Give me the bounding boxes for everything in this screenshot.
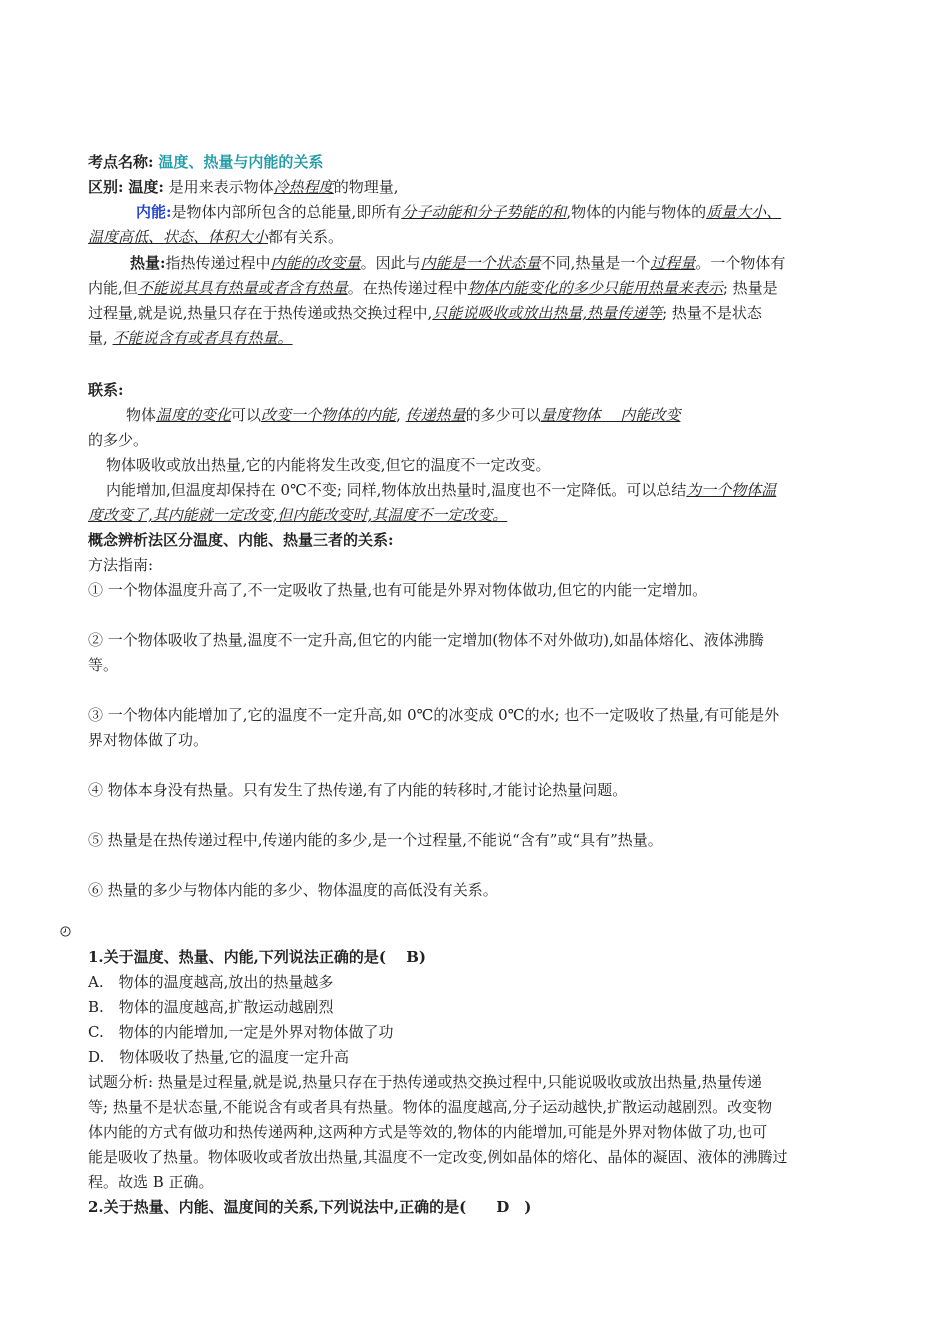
p1-underlined-4: 量度物体 内能改变	[540, 406, 681, 424]
p1-text-d: 的多少可以	[465, 406, 541, 424]
temp-underlined: 冷热程度	[273, 178, 334, 196]
ie-underlined-2: 质量大小、	[706, 203, 782, 221]
q1-analysis-1: 试题分析: 热量是过程量,就是说,热量只存在于热传递或热交换过程中,只能说吸收或放出热量,热量传递	[88, 1073, 762, 1091]
p1-underlined-2: 改变一个物体的内能	[261, 406, 397, 424]
diff-heat-line-3	[88, 301, 762, 326]
h3-text-b: ; 热量不是状态	[662, 304, 762, 322]
heat-text-a: 指热传递过程中	[165, 254, 271, 272]
concept-item-2-cont: 等。	[88, 656, 119, 674]
concept-item-2: ② 一个物体吸收了热量,温度不一定升高,但它的内能一定增加(物体不对外做功),如晶体熔化、液体沸腾	[88, 631, 764, 649]
concept-item-3-cont: 界对物体做了功。	[88, 731, 209, 749]
ie-underlined-1: 分子动能和分子势能的和	[401, 203, 567, 221]
p1-underlined-3: 传递热量	[405, 406, 466, 424]
h2-text-b: 。在热传递过程中	[347, 279, 468, 297]
heat-underlined-2: 内能是一个状态量	[420, 254, 541, 272]
heat-text-b: 。因此与	[360, 254, 421, 272]
q1-analysis-3: 体内能的方式有做功和热传递两种,这两种方式是等效的,物体的内能增加,可能是外界对物体做了功,也可	[88, 1123, 768, 1141]
heat-underlined-1: 内能的改变量	[270, 254, 361, 272]
q1-analysis-2: 等; 热量不是状态量,不能说含有或者具有热量。物体的温度越高,分子运动越快,扩散运动越剧烈。改变物	[88, 1098, 773, 1116]
temp-text-end: 的物理量,	[333, 178, 399, 196]
h2-text-a: 内能,但	[88, 279, 138, 297]
concept-item-1: ① 一个物体温度升高了,不一定吸收了热量,也有可能是外界对物体做功,但它的内能一定增加。	[88, 581, 708, 599]
q1-stem: 1.关于温度、热量、内能,下列说法正确的是( B)	[88, 948, 426, 966]
h2-text-c: ; 热量是	[722, 279, 778, 297]
h2-underlined-1: 不能说其具有热量或者含有热量	[137, 279, 348, 297]
diff-heat-line	[130, 251, 785, 276]
q1-option-d: D. 物体吸收了热量,它的温度一定升高	[88, 1048, 350, 1066]
link-paragraph-3-line-2	[88, 503, 507, 528]
concept-item-6: ⑥ 热量的多少与物体内能的多少、物体温度的高低没有关系。	[88, 881, 498, 899]
heat-text-c: 不同,热量是一个	[540, 254, 651, 272]
p3-text-a: 内能增加,但温度却保持在 0℃不变; 同样,物体放出热量时,温度也不一定降低。可以总结	[106, 481, 687, 499]
link-paragraph-3	[106, 478, 776, 503]
ie-label: 内能:	[136, 203, 172, 221]
concept-title: 概念辨析法区分温度、内能、热量三者的关系:	[88, 531, 394, 549]
concept-item-3: ③ 一个物体内能增加了,它的温度不一定升高,如 0℃的冰变成 0℃的水; 也不一定吸收了热量,有可能是外	[88, 706, 780, 724]
clock-icon	[60, 926, 71, 937]
concept-item-4: ④ 物体本身没有热量。只有发生了热传递,有了内能的转移时,才能讨论热量问题。	[88, 781, 628, 799]
temp-label: 温度:	[128, 178, 164, 196]
diff-internal-energy-line-2	[88, 225, 343, 250]
q1-option-a: A. 物体的温度越高,放出的热量越多	[88, 973, 334, 991]
ie-text: 是物体内部所包含的总能量,即所有	[171, 203, 402, 221]
h3-underlined: 只能说吸收或放出热量,热量传递等	[432, 304, 663, 322]
section-label: 考点名称:	[88, 153, 154, 171]
p3-underlined-1: 为一个物体温	[686, 481, 777, 499]
p1-underlined-1: 温度的变化	[156, 406, 232, 424]
link-label: 联系:	[88, 381, 124, 399]
p1-text-a: 物体	[126, 406, 157, 424]
diff-heat-line-2	[88, 276, 778, 301]
diff-heat-line-4	[88, 326, 293, 351]
diff-temperature-line	[88, 175, 398, 200]
q1-option-b: B. 物体的温度越高,扩散运动越剧烈	[88, 998, 334, 1016]
concept-item-5: ⑤ 热量是在热传递过程中,传递内能的多少,是一个过程量,不能说“含有”或“具有”热量。	[88, 831, 663, 849]
q2-stem: 2.关于热量、内能、温度间的关系,下列说法中,正确的是( D )	[88, 1198, 532, 1216]
diff-label: 区别:	[88, 178, 124, 196]
h4-underlined: 不能说含有或者具有热量。	[112, 329, 293, 347]
q1-option-c: C. 物体的内能增加,一定是外界对物体做了功	[88, 1023, 394, 1041]
heat-label: 热量:	[130, 254, 166, 272]
h3-text-a: 过程量,就是说,热量只存在于热传递或热交换过程中,	[88, 304, 433, 322]
link-paragraph-1	[126, 403, 680, 428]
concept-guide: 方法指南:	[88, 556, 154, 574]
link-paragraph-1-end: 的多少。	[88, 431, 149, 449]
ie2-text: 都有关系。	[268, 228, 344, 246]
p1-text-b: 可以	[231, 406, 262, 424]
section-title: 温度、热量与内能的关系	[158, 153, 324, 171]
ie-text-2: ,物体的内能与物体的	[566, 203, 707, 221]
ie2-underlined: 温度高低、状态、体积大小	[88, 228, 269, 246]
p3-underlined-2: 度改变了,其内能就一定改变,但内能改变时,其温度不一定改变。	[88, 506, 508, 524]
temp-text: 是用来表示物体	[168, 178, 274, 196]
diff-internal-energy-line	[136, 200, 781, 225]
q1-analysis-4: 能是吸收了热量。物体吸收或者放出热量,其温度不一定改变,例如晶体的熔化、晶体的凝固、液体的沸腾过	[88, 1148, 788, 1166]
p1-text-c: ,	[396, 406, 406, 424]
section-heading	[88, 150, 323, 175]
heat-underlined-3: 过程量	[650, 254, 696, 272]
link-paragraph-2: 物体吸收或放出热量,它的内能将发生改变,但它的温度不一定改变。	[106, 456, 551, 474]
q1-analysis-5: 程。故选 B 正确。	[88, 1173, 214, 1191]
heat-text-d: 。一个物体有	[695, 254, 786, 272]
h2-underlined-2: 物体内能变化的多少只能用热量来表示	[467, 279, 723, 297]
h4-text-a: 量,	[88, 329, 113, 347]
